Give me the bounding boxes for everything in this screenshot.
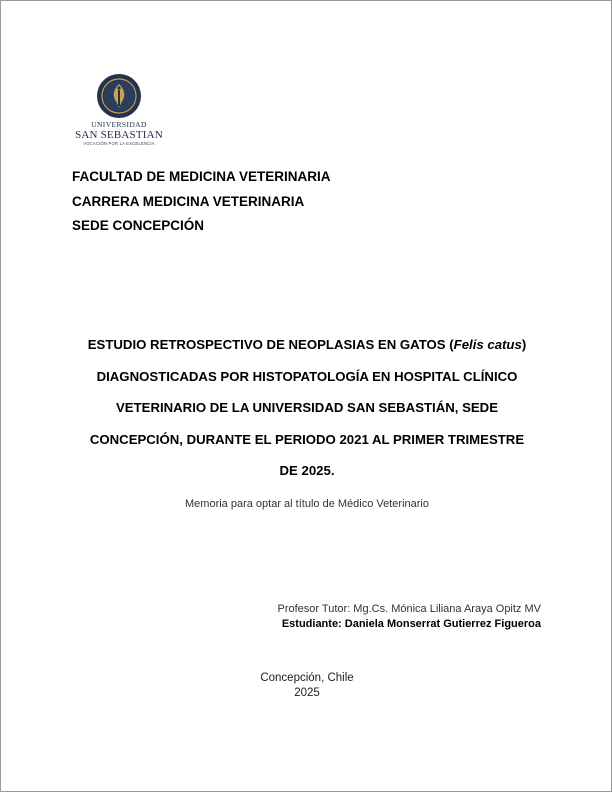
- student-line: Estudiante: Daniela Monserrat Gutierrez Figueroa: [281, 618, 541, 630]
- thesis-title: [61, 329, 553, 487]
- tutor-line: Profesor Tutor: Mg.Cs. Mónica Liliana Araya Opitz MV: [277, 603, 541, 615]
- career-name: CARRERA MEDICINA VETERINARIA: [72, 193, 305, 209]
- logo-university-word: UNIVERSIDAD: [91, 120, 147, 129]
- faculty-block: [72, 165, 331, 239]
- place-and-date: [257, 671, 357, 701]
- university-logo: [67, 73, 171, 147]
- title-line-1: [61, 329, 553, 361]
- title-line-1-text: ESTUDIO RETROSPECTIVO DE NEOPLASIAS EN GATOS (: [87, 337, 454, 352]
- title-line-4: CONCEPCIÓN, DURANTE EL PERIODO 2021 AL PRIMER TRIMESTRE: [89, 431, 525, 447]
- degree-subtitle: Memoria para optar al título de Médico Veterinario: [185, 498, 429, 510]
- title-line-1-close: ): [521, 337, 527, 352]
- logo-tagline: VOCACIÓN POR LA EXCELENCIA: [83, 141, 155, 146]
- title-line-5: DE 2025.: [279, 463, 335, 478]
- title-line-3: VETERINARIO DE LA UNIVERSIDAD SAN SEBASTIÁN, SEDE: [116, 400, 498, 415]
- species-name: Felis catus: [453, 337, 522, 352]
- campus-name: SEDE CONCEPCIÓN: [72, 218, 205, 233]
- logo-university-name: SAN SEBASTIAN: [75, 129, 163, 141]
- university-seal-icon: [96, 73, 142, 119]
- year: 2025: [294, 687, 320, 699]
- city-name: Concepción, Chile: [260, 672, 354, 684]
- title-line-2: DIAGNOSTICADAS POR HISTOPATOLOGÍA EN HOSPITAL CLÍNICO: [96, 368, 518, 384]
- faculty-name: FACULTAD DE MEDICINA VETERINARIA: [72, 169, 331, 184]
